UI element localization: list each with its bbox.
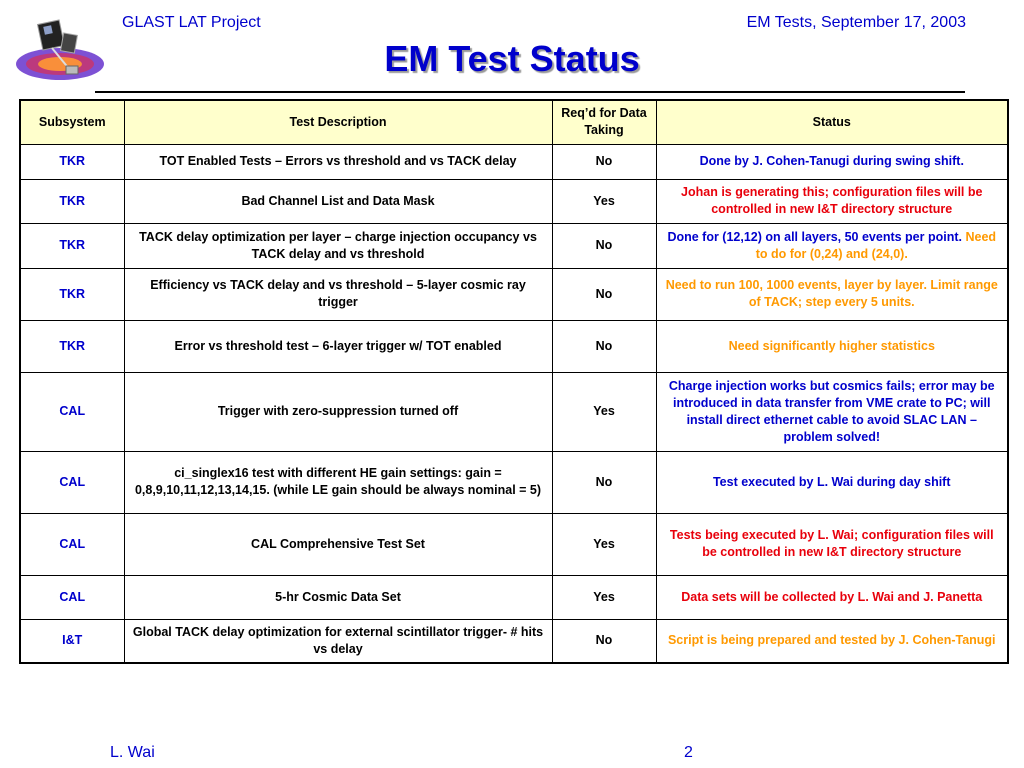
description-cell: CAL Comprehensive Test Set [124,513,552,575]
status-text: Done by J. Cohen-Tanugi during swing shift. [699,154,964,168]
required-cell: No [552,223,656,268]
description-cell: Efficiency vs TACK delay and vs threshold – 5-layer cosmic ray trigger [124,268,552,320]
required-cell: Yes [552,513,656,575]
description-cell: TOT Enabled Tests – Errors vs threshold and vs TACK delay [124,144,552,179]
status-cell [656,144,1008,179]
status-text: Data sets will be collected by L. Wai and J. Panetta [681,589,983,604]
status-cell [656,320,1008,372]
subsystem-cell: I&T [20,619,124,663]
column-header-subsystem: Subsystem [20,100,124,144]
column-header-required: Req’d for Data Taking [552,100,656,144]
description-cell: TACK delay optimization per layer – charge injection occupancy vs TACK delay and vs threshold [124,223,552,268]
status-text: Done for (12,12) on all layers, 50 events per point. [667,229,962,244]
description-cell: ci_singlex16 test with different HE gain settings: gain = 0,8,9,10,11,12,13,14,15. (while LE gain should be always nominal = 5) [124,451,552,513]
table-row [20,513,1008,575]
description-cell: Bad Channel List and Data Mask [124,179,552,223]
required-cell: No [552,320,656,372]
required-cell: No [552,619,656,663]
subsystem-cell: CAL [20,575,124,619]
project-name: GLAST LAT Project [122,14,261,31]
status-text: Charge injection works but cosmics fails; error may be introduced in data transfer from VME crate to PC; will install direct ethernet cable to avoid SLAC LAN – problem solved! [668,378,995,444]
subsystem-cell: TKR [20,144,124,179]
column-header-status: Status [656,100,1008,144]
status-text: Script is being prepared and tested by J. Cohen-Tanugi [667,633,996,648]
page-number: 2 [684,744,693,761]
status-cell [656,179,1008,223]
status-cell [656,451,1008,513]
status-cell [656,372,1008,451]
status-text: Tests being executed by L. Wai; configuration files will be controlled in new I&T directory structure [669,528,994,559]
status-text: Need significantly higher statistics [728,338,935,353]
column-header-description: Test Description [124,100,552,144]
table-row [20,619,1008,663]
table-row [20,575,1008,619]
subsystem-cell: TKR [20,179,124,223]
status-text: Johan is generating this; configuration files will be controlled in new I&T directory structure [681,185,983,216]
table-row [20,144,1008,179]
status-text-followup: Need to do for (0,24) and (24,0). [755,229,997,261]
table-row [20,268,1008,320]
required-cell: No [552,451,656,513]
title-divider [95,91,965,93]
required-cell: Yes [552,179,656,223]
required-cell: Yes [552,575,656,619]
subsystem-cell: TKR [20,268,124,320]
description-cell: Global TACK delay optimization for external scintillator trigger- # hits vs delay [124,619,552,663]
status-cell [656,268,1008,320]
status-text: Need to run 100, 1000 events, layer by layer. Limit range of TACK; step every 5 units. [665,278,998,309]
description-cell: Trigger with zero-suppression turned off [124,372,552,451]
description-cell: Error vs threshold test – 6-layer trigger w/ TOT enabled [124,320,552,372]
slide-title: EM Test Status [384,38,640,79]
required-cell: Yes [552,372,656,451]
subsystem-cell: CAL [20,513,124,575]
subsystem-cell: TKR [20,223,124,268]
required-cell: No [552,268,656,320]
table-header-row [20,100,1008,144]
status-text: Test executed by L. Wai during day shift [712,474,951,489]
slide-date: EM Tests, September 17, 2003 [746,14,966,31]
status-cell [656,619,1008,663]
table-row [20,223,1008,268]
required-cell: No [552,144,656,179]
status-cell [656,223,1008,268]
subsystem-cell: TKR [20,320,124,372]
table-row [20,179,1008,223]
description-cell: 5-hr Cosmic Data Set [124,575,552,619]
test-status-table [19,99,1009,664]
author-name: L. Wai [110,744,155,761]
table-row [20,451,1008,513]
subsystem-cell: CAL [20,451,124,513]
status-cell [656,513,1008,575]
table-row [20,372,1008,451]
subsystem-cell: CAL [20,372,124,451]
table-row [20,320,1008,372]
status-cell [656,575,1008,619]
